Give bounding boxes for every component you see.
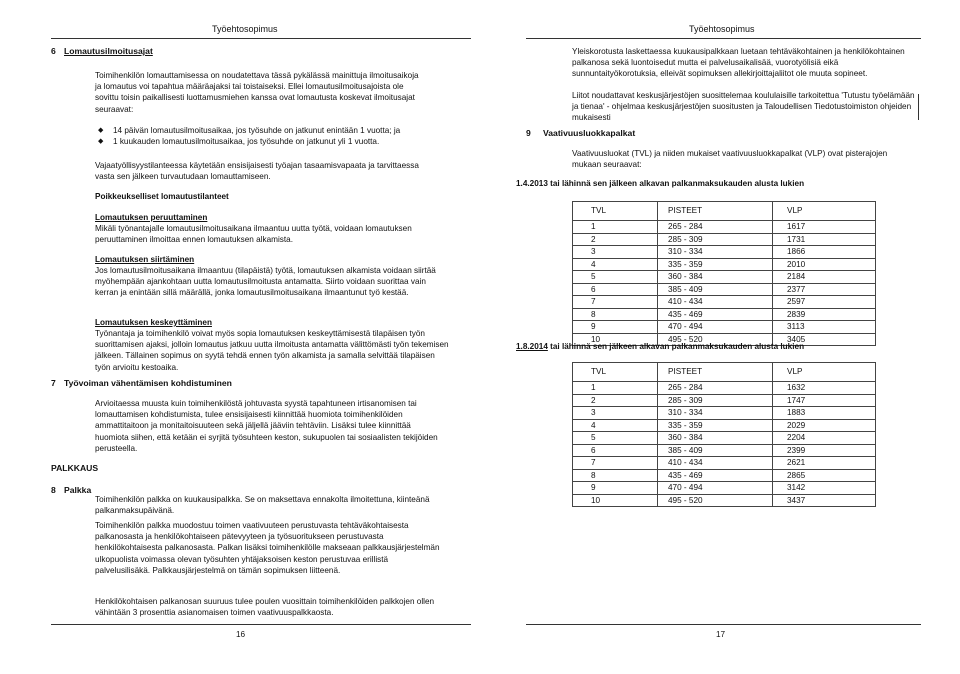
table-cell: 8 bbox=[573, 469, 658, 482]
list-item: ◆ 14 päivän lomautusilmoitusaikaa, jos työsuhde on jatkunut enintään 1 vuotta; ja bbox=[97, 125, 457, 136]
table-cell: 385 - 409 bbox=[658, 444, 773, 457]
list-item: ◆ 1 kuukauden lomautusilmoitusaikaa, jos työsuhde on jatkunut yli 1 vuotta. bbox=[97, 136, 457, 147]
section-8-number: 8 bbox=[51, 485, 56, 495]
table-cell: 1 bbox=[573, 221, 658, 234]
table-cell: 470 - 494 bbox=[658, 482, 773, 495]
table-cell: 2 bbox=[573, 394, 658, 407]
table-cell: 2597 bbox=[773, 296, 876, 309]
table-cell: 5 bbox=[573, 271, 658, 284]
left-footer-rule bbox=[51, 624, 471, 625]
table-cell: 360 - 384 bbox=[658, 432, 773, 445]
table-cell: 1617 bbox=[773, 221, 876, 234]
table-cell: 6 bbox=[573, 444, 658, 457]
table-row bbox=[573, 271, 876, 284]
table-cell: 10 bbox=[573, 333, 658, 346]
cancellation-paragraph: Mikäli työnantajalle lomautusilmoitusaikana ilmaantuu uutta työtä, voidaan lomautuksen peruuttaminen ilmoittaa ennen lomautuksen alkamista. bbox=[95, 224, 412, 245]
table-cell: 285 - 309 bbox=[658, 233, 773, 246]
table-cell: 5 bbox=[573, 432, 658, 445]
table-row bbox=[573, 246, 876, 259]
column-header: PISTEET bbox=[658, 202, 773, 221]
section-8-paragraph-1: Toimihenkilön palkka on kuukausipalkka. Se on maksettava ennakolta ilmoitettuna, kiinteänä palkanmaksupäivänä. bbox=[95, 495, 430, 516]
section-9-number: 9 bbox=[526, 128, 531, 138]
table-cell: 1 bbox=[573, 382, 658, 395]
column-header: TVL bbox=[573, 202, 658, 221]
section-8-paragraph-3: Henkilökohtaisen palkanosan suuruus tulee poulen vuosittain toimihenkilöiden palkkojen ollen vähintään 3 prosenttia asianomaisen toimen vaativuuspalkkaosta. bbox=[95, 597, 435, 618]
salary-table-2013 bbox=[572, 201, 876, 346]
table-cell: 495 - 520 bbox=[658, 494, 773, 507]
right-margin-bar bbox=[918, 94, 919, 120]
table-cell: 10 bbox=[573, 494, 658, 507]
table-row bbox=[573, 419, 876, 432]
table-cell: 410 - 434 bbox=[658, 296, 773, 309]
summer-job-paragraph: Liitot noudattavat keskusjärjestöjen suosittelemaa koululaisille tarkoitettua 'Tutustu työelämään ja tienaa' - ohjelmaa keskusjärjestöjen suositusten ja Taloudellisen Tiedotustoimiston ohjeiden mukaisesti bbox=[572, 91, 915, 123]
section-6-title: Lomautusilmoitusajat bbox=[64, 46, 153, 56]
table-cell: 470 - 494 bbox=[658, 321, 773, 334]
table-cell: 265 - 284 bbox=[658, 382, 773, 395]
underemployment-paragraph: Vajaatyöllisyystilanteessa käytetään ensisijaisesti työajan tasaamisvapaata ja tarvittaessa vasta sen jälkeen turvautudaan lomauttamiseen. bbox=[95, 161, 419, 182]
table-row bbox=[573, 382, 876, 395]
table-cell: 6 bbox=[573, 283, 658, 296]
interruption-heading: Lomautuksen keskeyttäminen bbox=[95, 318, 212, 327]
table-row bbox=[573, 494, 876, 507]
column-header: PISTEET bbox=[658, 363, 773, 382]
table-cell: 2010 bbox=[773, 258, 876, 271]
right-page-header: Työehtosopimus bbox=[689, 24, 755, 34]
section-7-number: 7 bbox=[51, 378, 56, 388]
table-cell: 410 - 434 bbox=[658, 457, 773, 470]
table-cell: 3405 bbox=[773, 333, 876, 346]
left-header-rule bbox=[51, 38, 471, 39]
right-footer-rule bbox=[526, 624, 921, 625]
table-row bbox=[573, 258, 876, 271]
table-cell: 435 - 469 bbox=[658, 308, 773, 321]
section-7-paragraph: Arvioitaessa muusta kuin toimihenkilöstä johtuvasta syystä tapahtuneen irtisanomisen tai lomauttamisen kohdistumista, tulee ensisijaisesti kiinnittää huomiota toimihenkilöiden ammattitaitoon ja monitaitoisuuteen sekä jäljellä jääviin tehtäviin. Lisäksi tulee kiinnittää huomiota siihen, että ketään ei syrjitä työsuhteen keston, sukupuolen tai sosiaalisten tekijöiden perusteella. bbox=[95, 399, 438, 453]
column-header: VLP bbox=[773, 202, 876, 221]
table-cell: 2399 bbox=[773, 444, 876, 457]
table-cell: 310 - 334 bbox=[658, 407, 773, 420]
table-2-date: 1.8.2014 bbox=[516, 342, 548, 351]
cancellation-heading: Lomautuksen peruuttaminen bbox=[95, 213, 208, 222]
table-row bbox=[573, 469, 876, 482]
table-1-title: 1.4.2013 tai lähinnä sen jälkeen alkavan palkanmaksukauden alusta lukien bbox=[516, 179, 805, 188]
salary-table-2014 bbox=[572, 362, 876, 507]
postponement-heading: Lomautuksen siirtäminen bbox=[95, 255, 195, 264]
table-cell: 435 - 469 bbox=[658, 469, 773, 482]
table-cell: 2204 bbox=[773, 432, 876, 445]
table-cell: 335 - 359 bbox=[658, 419, 773, 432]
table-cell: 3 bbox=[573, 407, 658, 420]
table-cell: 1632 bbox=[773, 382, 876, 395]
column-header: TVL bbox=[573, 363, 658, 382]
table-cell: 8 bbox=[573, 308, 658, 321]
table-cell: 265 - 284 bbox=[658, 221, 773, 234]
table-cell: 3437 bbox=[773, 494, 876, 507]
exceptions-heading: Poikkeukselliset lomautustilanteet bbox=[95, 192, 229, 201]
table-cell: 2621 bbox=[773, 457, 876, 470]
general-increase-paragraph: Yleiskorotusta laskettaessa kuukausipalkkaan luetaan tehtäväkohtainen ja henkilökohtainen palkanosa sekä luontoisedut mutta ei palvelusaikalisää, vuorotyölisiä eikä sunnuntaityökorotuksia, elleivät sopimuksen allekirjoittajaliitot ole muuta sopineet. bbox=[572, 47, 905, 79]
section-8-title: Palkka bbox=[64, 485, 92, 495]
section-6-number: 6 bbox=[51, 46, 56, 56]
table-cell: 1731 bbox=[773, 233, 876, 246]
right-page-number: 17 bbox=[716, 630, 726, 639]
postponement-paragraph: Jos lomautusilmoitusaikana ilmaantuu (tilapäistä) työtä, lomautuksen alkamista voidaan siirtää myöhempään ajankohtaan uutta lomautusilmoitusta antamatta. Siirto voidaan suorittaa vain kerran ja enintään sillä määrällä, jonka lomautusilmoitusaikana ilmaantunut työ kestää. bbox=[95, 266, 436, 298]
table-cell: 9 bbox=[573, 482, 658, 495]
notice-period-list bbox=[97, 125, 457, 147]
section-8-paragraph-2: Toimihenkilön palkka muodostuu toimen vaativuuteen perustuvasta tehtäväkohtaisesta palkanosasta ja henkilökohtaiseen pätevyyteen ja työsuoritukseen perustuvasta henkilökohtaisesta palkanosasta. Palkan lisäksi toimihenkilölle makseaan palkkausjärjestelmän ulkopuolista voimassa olevan työsuhten yhtäjaksoisen keston perustuvaa erillistä palvelusilisäkä. Palkkausjärjestelmä on tämän sopimuksen liitteenä. bbox=[95, 521, 440, 575]
table-row bbox=[573, 482, 876, 495]
table-cell: 385 - 409 bbox=[658, 283, 773, 296]
table-cell: 9 bbox=[573, 321, 658, 334]
table-cell: 2377 bbox=[773, 283, 876, 296]
interruption-paragraph: Työnantaja ja toimihenkilö voivat myös sopia lomautuksen keskeyttämisestä tilapäisen työn suorittamisen ajaksi, jolloin lomautus jatkuu uutta ilmoitusta antamatta välittömästi työn tekemisen jälkeen. Tällainen sopimus on syytä tehdä ennen työn alkamista ja samalla selvittää tilapäisen työn arvioitu kestoaika. bbox=[95, 329, 449, 372]
layoff-intro-paragraph: Toimihenkilön lomauttamisessa on noudatettava tässä pykälässä mainittuja ilmoitusaikoja ja lomautus voi tapahtua määräajaksi tai toistaiseksi. Ellei lomautusilmoitusajoista ole sovittu toisin paikallisesti luottamusmiehen kanssa ovat lomautusta koskevat ilmoitusajat seuraavat: bbox=[95, 71, 419, 114]
section-9-paragraph: Vaativuusluokat (TVL) ja niiden mukaiset vaativuusluokkapalkat (VLP) ovat pisterajojen mukaan seuraavat: bbox=[572, 149, 888, 170]
table-row bbox=[573, 233, 876, 246]
table-cell: 1747 bbox=[773, 394, 876, 407]
table-row bbox=[573, 407, 876, 420]
table-row bbox=[573, 221, 876, 234]
table-cell: 3113 bbox=[773, 321, 876, 334]
table-cell: 4 bbox=[573, 419, 658, 432]
table-cell: 7 bbox=[573, 457, 658, 470]
column-header: VLP bbox=[773, 363, 876, 382]
table-row bbox=[573, 444, 876, 457]
table-row bbox=[573, 432, 876, 445]
table-cell: 335 - 359 bbox=[658, 258, 773, 271]
table-2-title bbox=[516, 341, 804, 352]
table-row bbox=[573, 321, 876, 334]
table-cell: 2184 bbox=[773, 271, 876, 284]
section-7-title: Työvoiman vähentämisen kohdistuminen bbox=[64, 378, 232, 388]
table-row bbox=[573, 457, 876, 470]
palkkaus-heading: PALKKAUS bbox=[51, 463, 99, 473]
table-cell: 1883 bbox=[773, 407, 876, 420]
left-page-header: Työehtosopimus bbox=[212, 24, 278, 34]
table-row bbox=[573, 296, 876, 309]
table-cell: 495 - 520 bbox=[658, 333, 773, 346]
table-cell: 1866 bbox=[773, 246, 876, 259]
table-cell: 310 - 334 bbox=[658, 246, 773, 259]
table-cell: 4 bbox=[573, 258, 658, 271]
right-header-rule bbox=[526, 38, 921, 39]
left-page-number: 16 bbox=[236, 630, 246, 639]
table-cell: 3142 bbox=[773, 482, 876, 495]
table-cell: 2839 bbox=[773, 308, 876, 321]
table-row bbox=[573, 308, 876, 321]
table-cell: 7 bbox=[573, 296, 658, 309]
table-cell: 285 - 309 bbox=[658, 394, 773, 407]
table-cell: 2865 bbox=[773, 469, 876, 482]
table-cell: 3 bbox=[573, 246, 658, 259]
table-cell: 2 bbox=[573, 233, 658, 246]
section-9-title: Vaativuusluokkapalkat bbox=[543, 128, 636, 138]
table-cell: 2029 bbox=[773, 419, 876, 432]
table-row bbox=[573, 394, 876, 407]
table-2-title-text: tai lähinnä sen jälkeen alkavan palkanmaksukauden alusta lukien bbox=[547, 342, 805, 351]
table-cell: 360 - 384 bbox=[658, 271, 773, 284]
table-row bbox=[573, 283, 876, 296]
